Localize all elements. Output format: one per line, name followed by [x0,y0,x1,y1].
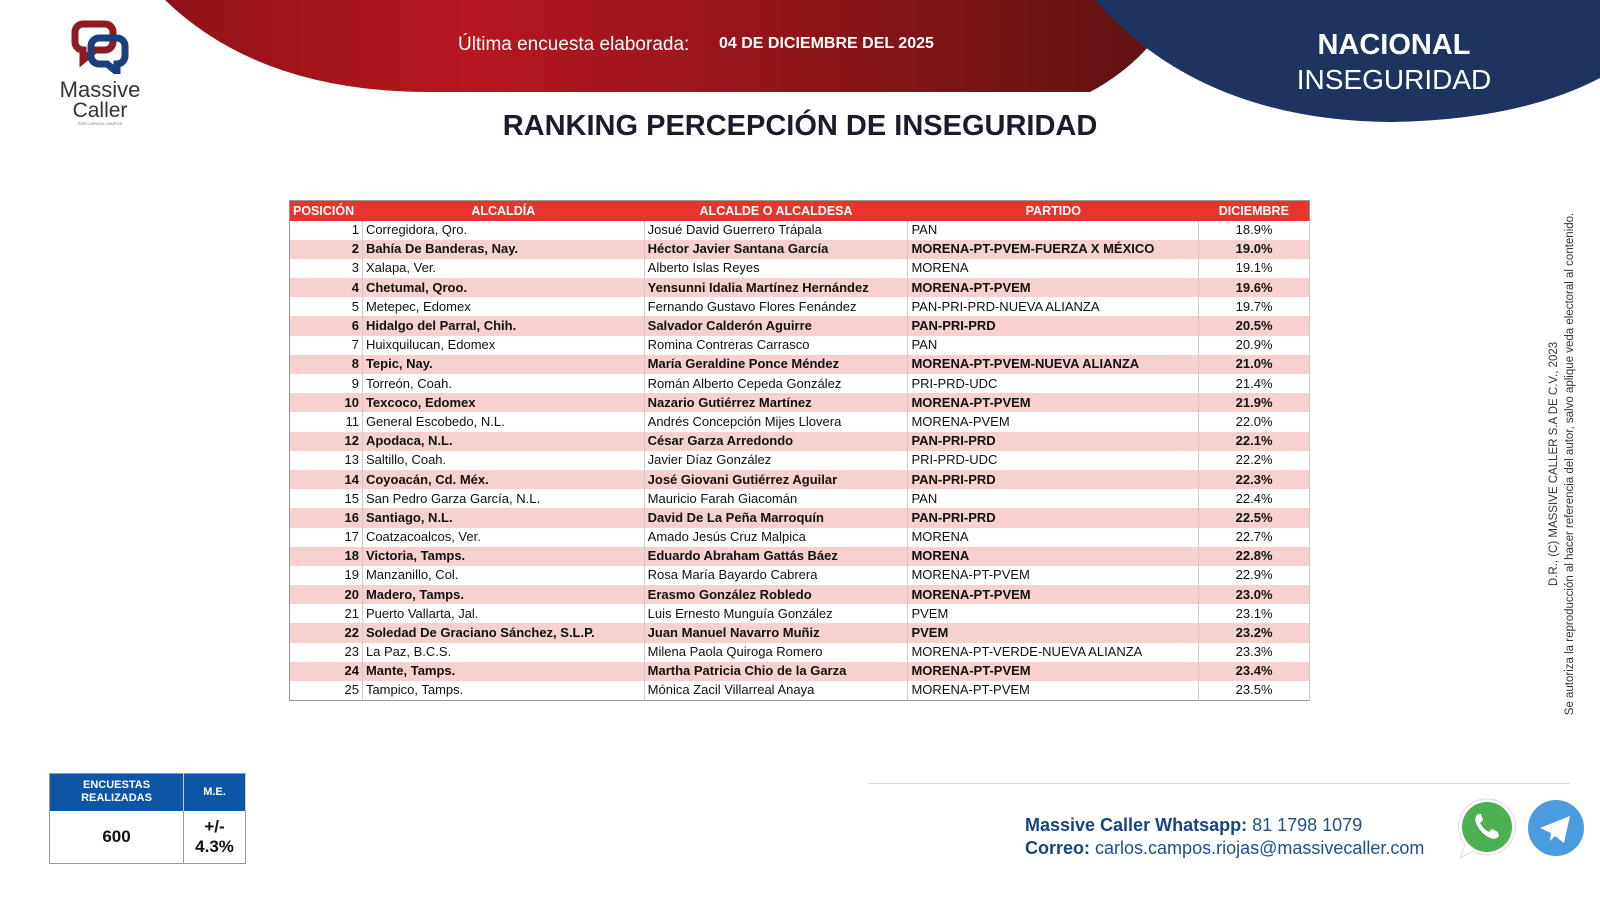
mayor-cell: Amado Jesús Cruz Malpica [644,528,908,547]
position-cell: 21 [290,604,363,623]
table-row [290,278,1310,297]
survey-stats-table [49,773,246,864]
december-value-cell: 23.3% [1199,643,1310,662]
table-row [290,355,1310,374]
december-value-cell: 22.2% [1199,451,1310,470]
position-cell: 22 [290,623,363,642]
party-cell: PAN-PRI-PRD [908,470,1199,489]
municipality-cell: Huixquilucan, Edomex [362,336,644,355]
mayor-cell: Alberto Islas Reyes [644,259,908,278]
mayor-cell: Nazario Gutiérrez Martínez [644,393,908,412]
whatsapp-icon[interactable] [1456,796,1518,862]
mayor-cell: Juan Manuel Navarro Muñiz [644,623,908,642]
party-cell: PRI-PRD-UDC [908,374,1199,393]
party-cell: MORENA-PVEM [908,412,1199,431]
party-cell: PAN [908,336,1199,355]
municipality-cell: Texcoco, Edomex [362,393,644,412]
municipality-cell: Saltillo, Coah. [362,451,644,470]
mayor-cell: Yensunni Idalia Martínez Hernández [644,278,908,297]
whatsapp-number[interactable]: 81 1798 1079 [1252,815,1363,835]
mayor-cell: Luis Ernesto Munguía González [644,604,908,623]
column-header: ALCALDÍA [362,201,644,221]
position-cell: 7 [290,336,363,355]
party-cell: PVEM [908,623,1199,642]
mayor-cell: Fernando Gustavo Flores Fenández [644,297,908,316]
municipality-cell: Coatzacoalcos, Ver. [362,528,644,547]
position-cell: 12 [290,432,363,451]
email-link[interactable]: carlos.campos.riojas@massivecaller.com [1095,838,1425,858]
december-value-cell: 22.3% [1199,470,1310,489]
municipality-cell: Soledad De Graciano Sánchez, S.L.P. [362,623,644,642]
party-cell: PAN-PRI-PRD [908,316,1199,335]
table-row [290,432,1310,451]
table-header-row [290,201,1310,221]
december-value-cell: 21.4% [1199,374,1310,393]
party-cell: PAN [908,489,1199,508]
page-title: RANKING PERCEPCIÓN DE INSEGURIDAD [502,110,1098,142]
position-cell: 16 [290,508,363,527]
mayor-cell: Mauricio Farah Giacomán [644,489,908,508]
party-cell: MORENA [908,259,1199,278]
party-cell: MORENA-PT-PVEM [908,681,1199,700]
table-row [290,623,1310,642]
massive-caller-logo: Massive Caller POR CARLOS CAMPOS [50,18,150,126]
mayor-cell: Javier Díaz González [644,451,908,470]
municipality-cell: Coyoacán, Cd. Méx. [362,470,644,489]
december-value-cell: 20.9% [1199,336,1310,355]
table-row [290,489,1310,508]
mayor-cell: Romina Contreras Carrasco [644,336,908,355]
column-header: ALCALDE O ALCALDESA [644,201,908,221]
ranking-table [289,200,1310,701]
december-value-cell: 22.5% [1199,508,1310,527]
party-cell: MORENA-PT-PVEM-FUERZA X MÉXICO [908,240,1199,259]
municipality-cell: General Escobedo, N.L. [362,412,644,431]
municipality-cell: Santiago, N.L. [362,508,644,527]
december-value-cell: 22.0% [1199,412,1310,431]
december-value-cell: 20.5% [1199,316,1310,335]
mayor-cell: Román Alberto Cepeda González [644,374,908,393]
telegram-icon[interactable] [1527,799,1585,857]
municipality-cell: Hidalgo del Parral, Chih. [362,316,644,335]
municipality-cell: Madero, Tamps. [362,585,644,604]
december-value-cell: 23.4% [1199,662,1310,681]
table-row [290,240,1310,259]
party-cell: PVEM [908,604,1199,623]
party-cell: PAN-PRI-PRD [908,508,1199,527]
position-cell: 20 [290,585,363,604]
table-row [290,604,1310,623]
position-cell: 11 [290,412,363,431]
mayor-cell: César Garza Arredondo [644,432,908,451]
column-header: PARTIDO [908,201,1199,221]
position-cell: 25 [290,681,363,700]
position-cell: 2 [290,240,363,259]
party-cell: PAN-PRI-PRD [908,432,1199,451]
table-row [290,297,1310,316]
december-value-cell: 19.0% [1199,240,1310,259]
party-cell: MORENA-PT-PVEM [908,662,1199,681]
table-row [290,508,1310,527]
position-cell: 23 [290,643,363,662]
divider [868,783,1570,784]
position-cell: 17 [290,528,363,547]
december-value-cell: 23.5% [1199,681,1310,700]
position-cell: 24 [290,662,363,681]
position-cell: 18 [290,547,363,566]
position-cell: 15 [290,489,363,508]
mayor-cell: David De La Peña Marroquín [644,508,908,527]
table-row [290,643,1310,662]
surveys-value: 600 [50,811,184,864]
december-value-cell: 19.7% [1199,297,1310,316]
table-row [290,221,1310,240]
mayor-cell: Martha Patricia Chio de la Garza [644,662,908,681]
party-cell: MORENA-PT-PVEM [908,393,1199,412]
scope-badge: NACIONAL INSEGURIDAD [1296,29,1492,95]
contact-info: Massive Caller Whatsapp: 81 1798 1079 Correo: carlos.campos.riojas@massivecaller.com [1025,815,1425,858]
municipality-cell: Chetumal, Qroo. [362,278,644,297]
municipality-cell: Metepec, Edomex [362,297,644,316]
margin-error-label: M.E. [184,774,246,811]
party-cell: MORENA [908,528,1199,547]
margin-error-value: +/- 4.3% [184,811,246,864]
position-cell: 10 [290,393,363,412]
table-row [290,470,1310,489]
table-row [290,547,1310,566]
survey-label: Última encuesta elaborada: [458,34,690,55]
december-value-cell: 22.4% [1199,489,1310,508]
december-value-cell: 21.0% [1199,355,1310,374]
table-row [290,662,1310,681]
party-cell: MORENA-PT-VERDE-NUEVA ALIANZA [908,643,1199,662]
municipality-cell: Victoria, Tamps. [362,547,644,566]
municipality-cell: Mante, Tamps. [362,662,644,681]
december-value-cell: 23.1% [1199,604,1310,623]
position-cell: 3 [290,259,363,278]
table-row [290,336,1310,355]
december-value-cell: 22.8% [1199,547,1310,566]
mayor-cell: Salvador Calderón Aguirre [644,316,908,335]
party-cell: PRI-PRD-UDC [908,451,1199,470]
table-row [290,412,1310,431]
copyright-notice: D.R., (C) MASSIVE CALLER S.A DE C.V., 2023 Se autoriza la reproducción al hacer referencia del autor, salvo aplique veda electoral al contenido. [1548,212,1576,716]
municipality-cell: Bahía De Banderas, Nay. [362,240,644,259]
mayor-cell: José Giovani Gutiérrez Aguilar [644,470,908,489]
mayor-cell: Eduardo Abraham Gattás Báez [644,547,908,566]
surveys-label: ENCUESTAS REALIZADAS [50,774,184,811]
municipality-cell: Apodaca, N.L. [362,432,644,451]
party-cell: MORENA [908,547,1199,566]
december-value-cell: 22.1% [1199,432,1310,451]
table-row [290,374,1310,393]
party-cell: MORENA-PT-PVEM [908,566,1199,585]
position-cell: 8 [290,355,363,374]
table-row [290,681,1310,700]
mayor-cell: Rosa María Bayardo Cabrera [644,566,908,585]
municipality-cell: Corregidora, Qro. [362,221,644,240]
mayor-cell: Andrés Concepción Mijes Llovera [644,412,908,431]
table-row [290,528,1310,547]
mayor-cell: Mónica Zacil Villarreal Anaya [644,681,908,700]
december-value-cell: 23.0% [1199,585,1310,604]
mayor-cell: Milena Paola Quiroga Romero [644,643,908,662]
mayor-cell: Héctor Javier Santana García [644,240,908,259]
position-cell: 4 [290,278,363,297]
party-cell: MORENA-PT-PVEM [908,585,1199,604]
table-row [290,259,1310,278]
position-cell: 5 [290,297,363,316]
december-value-cell: 22.9% [1199,566,1310,585]
position-cell: 19 [290,566,363,585]
december-value-cell: 22.7% [1199,528,1310,547]
municipality-cell: San Pedro Garza García, N.L. [362,489,644,508]
table-row [290,316,1310,335]
column-header: DICIEMBRE [1199,201,1310,221]
december-value-cell: 19.6% [1199,278,1310,297]
table-row [290,566,1310,585]
municipality-cell: Xalapa, Ver. [362,259,644,278]
municipality-cell: Tepic, Nay. [362,355,644,374]
december-value-cell: 21.9% [1199,393,1310,412]
mayor-cell: Josué David Guerrero Trápala [644,221,908,240]
logo-mark-icon [65,18,135,74]
table-row [290,585,1310,604]
position-cell: 13 [290,451,363,470]
mayor-cell: María Geraldine Ponce Méndez [644,355,908,374]
position-cell: 1 [290,221,363,240]
column-header: POSICIÓN [290,201,363,221]
mayor-cell: Erasmo González Robledo [644,585,908,604]
party-cell: PAN [908,221,1199,240]
municipality-cell: Manzanillo, Col. [362,566,644,585]
position-cell: 14 [290,470,363,489]
december-value-cell: 18.9% [1199,221,1310,240]
party-cell: MORENA-PT-PVEM [908,278,1199,297]
position-cell: 9 [290,374,363,393]
december-value-cell: 23.2% [1199,623,1310,642]
table-row [290,451,1310,470]
municipality-cell: Puerto Vallarta, Jal. [362,604,644,623]
table-row [290,393,1310,412]
municipality-cell: La Paz, B.C.S. [362,643,644,662]
municipality-cell: Tampico, Tamps. [362,681,644,700]
december-value-cell: 19.1% [1199,259,1310,278]
municipality-cell: Torreón, Coah. [362,374,644,393]
party-cell: PAN-PRI-PRD-NUEVA ALIANZA [908,297,1199,316]
survey-date: 04 DE DICIEMBRE DEL 2025 [719,35,934,52]
party-cell: MORENA-PT-PVEM-NUEVA ALIANZA [908,355,1199,374]
position-cell: 6 [290,316,363,335]
